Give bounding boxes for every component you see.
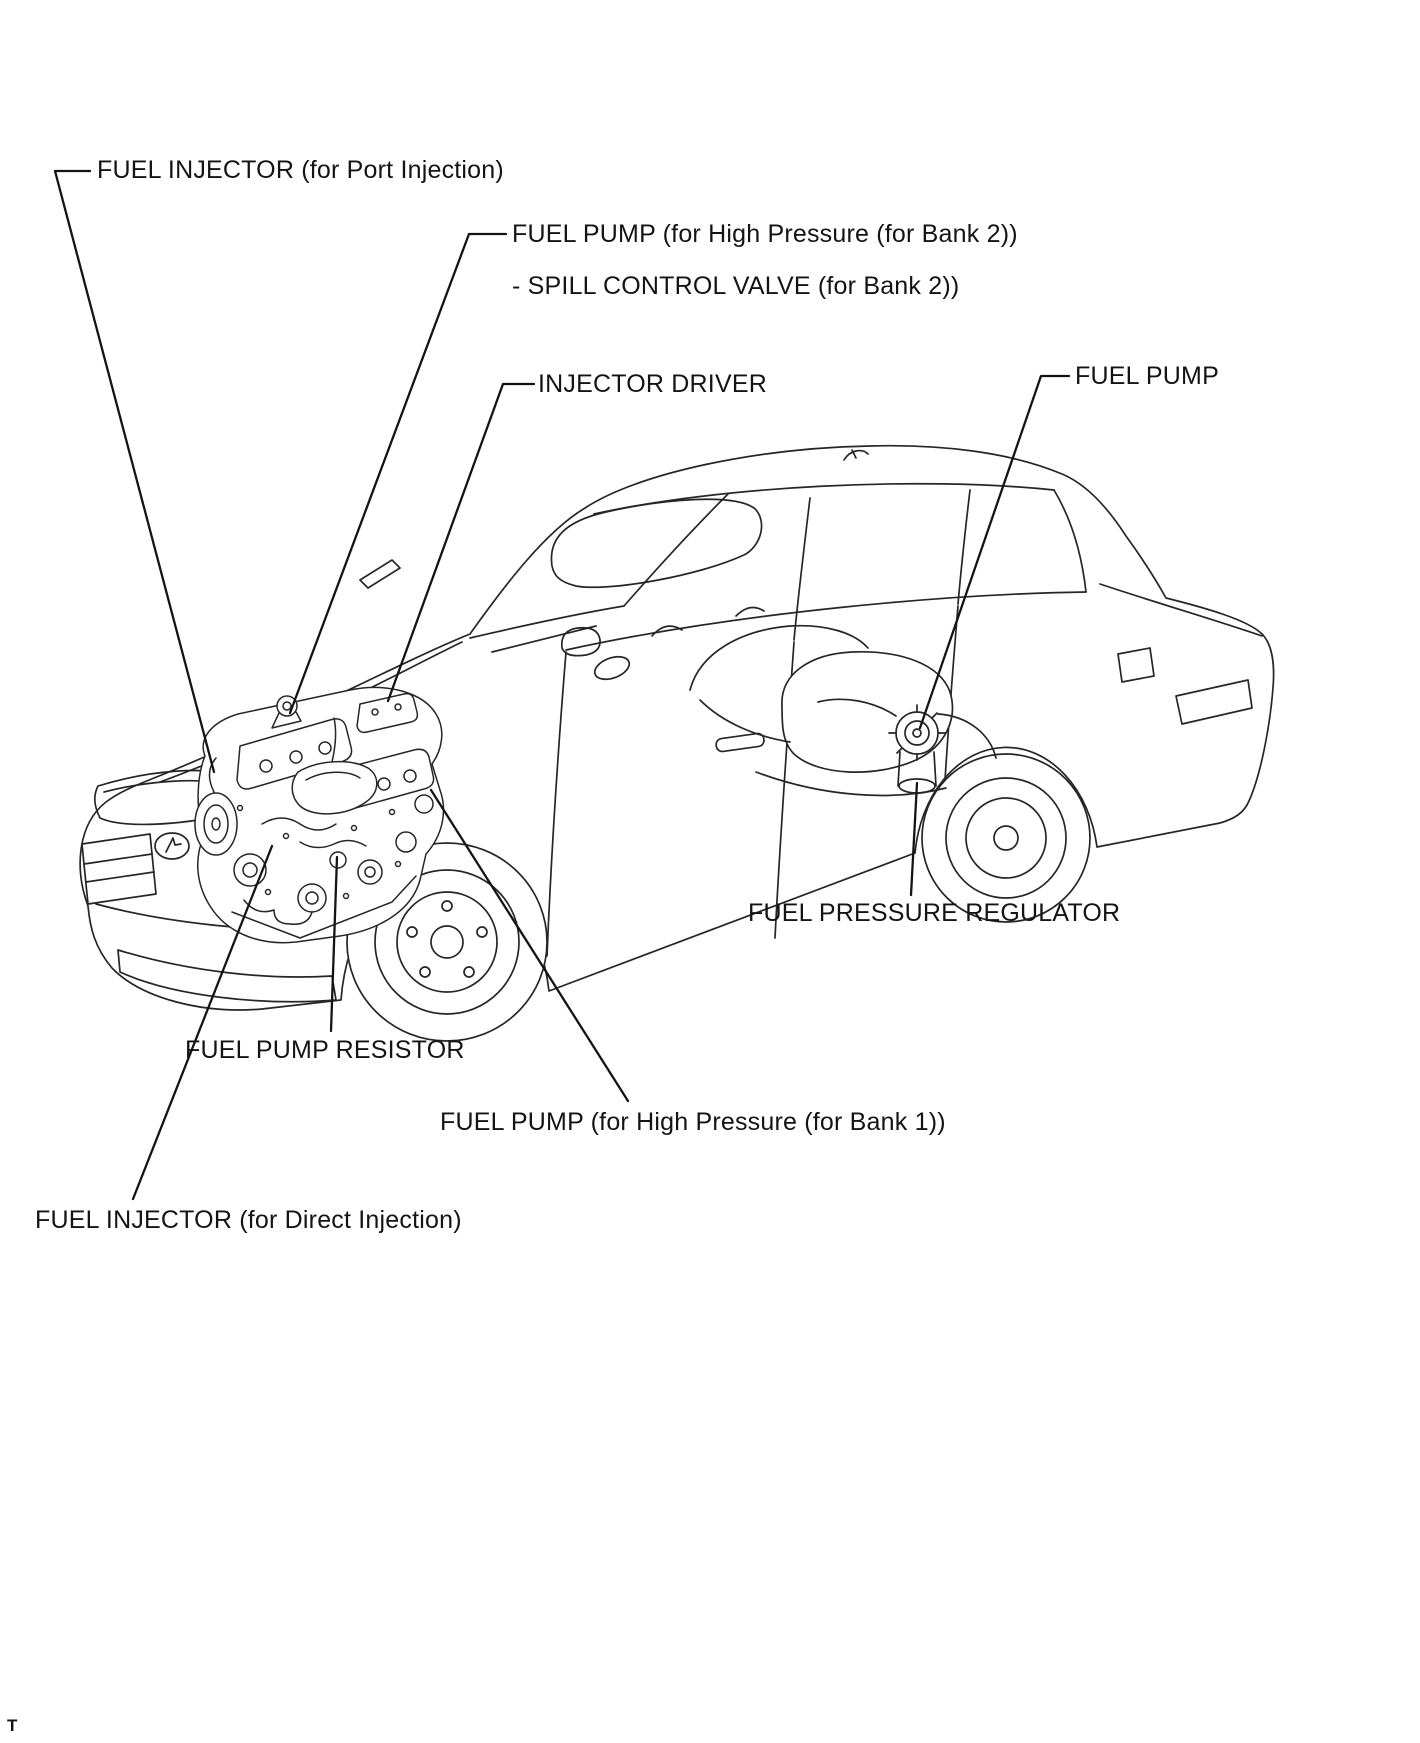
label-fuel-injector-port: FUEL INJECTOR (for Port Injection) [97,156,504,184]
label-fuel-pump-hp-bank2: FUEL PUMP (for High Pressure (for Bank 2)) [512,220,1018,248]
page-corner-mark: T [7,1716,18,1735]
rear-wheel [922,754,1090,922]
label-fuel-pump-hp-bank1: FUEL PUMP (for High Pressure (for Bank 1)) [440,1108,946,1136]
label-injector-driver: INJECTOR DRIVER [538,370,767,398]
label-fuel-pump-resistor: FUEL PUMP RESISTOR [185,1036,465,1064]
label-fuel-pump: FUEL PUMP [1075,362,1219,390]
label-fuel-injector-direct: FUEL INJECTOR (for Direct Injection) [35,1206,462,1234]
label-fuel-pressure-regulator: FUEL PRESSURE REGULATOR [748,899,1121,927]
engine-assembly [195,687,444,942]
label-spill-control-valve-bank2: - SPILL CONTROL VALVE (for Bank 2)) [512,272,960,300]
leader-fuel-injector-port [55,171,214,772]
